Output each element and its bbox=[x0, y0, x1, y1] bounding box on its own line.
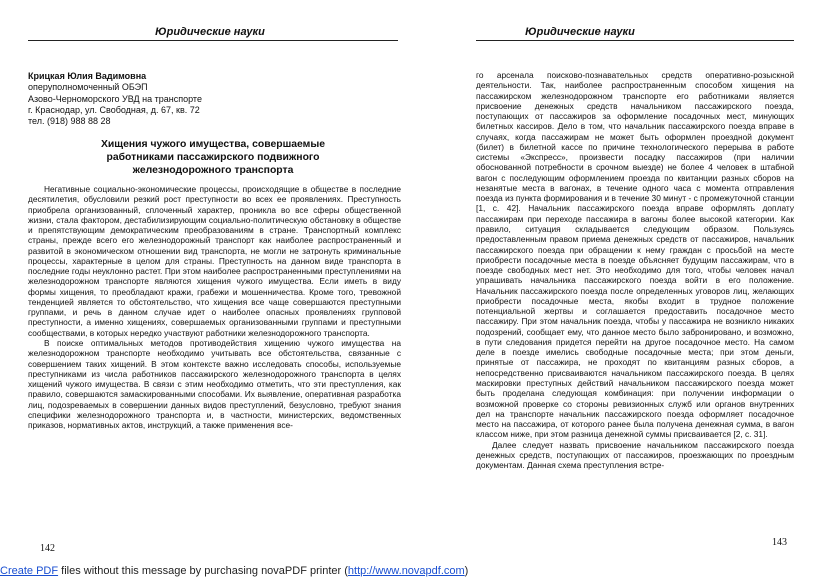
title-line: работниками пассажирского подвижного bbox=[106, 152, 320, 163]
left-page bbox=[0, 0, 410, 562]
author-position: оперуполномоченный ОБЭП bbox=[28, 82, 148, 93]
header-rule bbox=[476, 40, 794, 41]
paragraph: го арсенала поисково-познавательных средств оперативно-розыскной деятельности. Так, наиболее распространенным способом хищения на пассажирском железнодорожном транспорте его работниками является присвоение денежных средств начальником пассажирского поезда, поступающих от пассажиров за оформление посадочных мест, минующих билетных кассиров. Дело в том, что начальник пассажирского поезда вправе в случаях, когда пассажирам не может быть оформлен проездной документ (билет) в билетной кассе по причине технологического перерыва в работе системы «Экспресс», произвести посадку пассажиров (при наличии обоснованной потребности в срочном выезде) не более 4 человек в штабной вагон с последующим оформлением проезда по квитанции разных сборов на незанятые места в вагонах, в течение одного часа с момента отправления поезда из пункта формирования и в течение 30 минут - с промежуточной станции [1, с. 42]. Начальник пассажирского поезда вправе оформлять доплату пассажирам при переходе пассажира в вагоны более высокой категории. Как правило, ситуация складывается следующим образом. Пользуясь предоставленным правом приема денежных средств от пассажиров, начальник пассажирского поезда при обращении к нему граждан с просьбой на месте приобрести посадочные места в поезде объясняет будущим пассажирам, что в поезде свободных мест нет. Это необходимо для того, чтобы человек начал упрашивать начальника пассажирского поезда войти в его положение. Начальник пассажирского поезда после определенных уговоров лиц, желающих приобрести посадочные места, якобы входит в трудное положение потенциальной жертвы и соглашается предоставить посадочное место пассажиру. При этом начальник поезда, чтобы у пассажира не возникло никаких подозрений, сообщает ему, что данное место было забронировано, и возможно, в пути следования придется перейти на другое посадочное место. На самом деле в поезде имелись свободные посадочные места; при этом деньги, принятые от пассажира, не проходят по квитанциям разных сборов, а непосредственно присваиваются начальником пассажирского поезда. В целях маскировки преступных действий начальником пассажирского поезда может быть проделана следующая комбинация: при получении информации о возможной проверке со стороны ревизионных служб или органов внутренних дел на транспорте начальник пассажирского поезда оформляет посадочное место на пассажира, от которого ранее была получена денежная сумма, в вагон классом ниже, при этом разница денежной суммы присваивается [2, с. 31]. bbox=[476, 70, 794, 440]
create-pdf-link[interactable]: Create PDF bbox=[0, 565, 59, 577]
paragraph: Далее следует назвать присвоение начальником пассажирского поезда денежных средств, поступающих от пассажиров, проезжающих по проездным документам. Данная схема преступления встре- bbox=[476, 439, 794, 471]
footer-text-end: ) bbox=[464, 565, 469, 577]
body-column bbox=[28, 184, 401, 430]
running-header: Юридические науки bbox=[525, 26, 635, 38]
body-column bbox=[476, 70, 794, 470]
article-title bbox=[28, 138, 398, 177]
pdf-watermark-footer bbox=[0, 565, 468, 577]
author-name: Крицкая Юлия Вадимовна bbox=[28, 71, 147, 81]
footer-text: files without this message by purchasing novaPDF printer ( bbox=[58, 565, 348, 577]
running-header: Юридические науки bbox=[155, 26, 265, 38]
author-block bbox=[28, 71, 368, 127]
author-phone: тел. (918) 988 88 28 bbox=[28, 116, 111, 127]
title-line: железнодорожного транспорта bbox=[132, 165, 294, 176]
author-address: г. Краснодар, ул. Свободная, д. 67, кв. 72 bbox=[28, 104, 200, 115]
header-rule bbox=[28, 40, 398, 41]
page-number: 143 bbox=[772, 537, 787, 548]
paragraph: В поиске оптимальных методов противодействия хищению чужого имущества на железнодорожном транспорте необходимо учитывать все обстоятельства, связанные с совершением таких хищений. В этом контексте важно исследовать способы, используемые преступниками из числа работников пассажирского железнодорожного транспорта в целях хищений чужого имущества. В связи с этим необходимо отметить, что эти преступления, как правило, совершаются замаскированными способами. Их выявление, оперативная разработка лиц, подозреваемых в совершении данных видов преступлений, безусловно, требуют знания специфики железнодорожного транспорта и, в частности, министерских, ведомственных приказов, нормативных актов, инструкций, а также применения все- bbox=[28, 337, 401, 431]
right-page bbox=[410, 0, 820, 562]
author-department: Азово-Черноморского УВД на транспорте bbox=[28, 93, 202, 104]
novapdf-link[interactable]: http://www.novapdf.com bbox=[347, 565, 465, 577]
page-number: 142 bbox=[40, 543, 55, 554]
title-line: Хищения чужого имущества, совершаемые bbox=[100, 139, 325, 150]
paragraph: Негативные социально-экономические процессы, происходящие в обществе в последние десятилетия, обусловили резкий рост преступности во всех ее проявлениях. Преступность приобрела организованный, сплоченный характер, проникла во все сферы общественной жизни, стала фактором, дестабилизирующим социально-политическую обстановку в обществе и препятствующим демократическим преобразованиям в стране. Транспортный комплекс страны, прежде всего его железнодорожный транспорт как наиболее распространенный и развитой в экономическом отношении вид транспорта, не могли не затронуть криминальные процессы, характерные в целом для страны. Преступность на данном виде транспорта в последние годы неуклонно растет. При этом наиболее распространенными преступлениями на железнодорожном транспорте являются хищения чужого имущества. Если иметь в виду формы хищения, то преобладают кражи, грабежи и мошенничества. Кроме того, тревожной тенденцией является то обстоятельство, что хищения все чаще совершаются преступными группами, и речь в данном случае идет о наиболее опасных проявлениях групповой преступности, а именно хищениях, совершаемых организованными группами и преступными сообществами, в которых нередко участвуют работники железнодорожного транспорта. bbox=[28, 184, 401, 338]
